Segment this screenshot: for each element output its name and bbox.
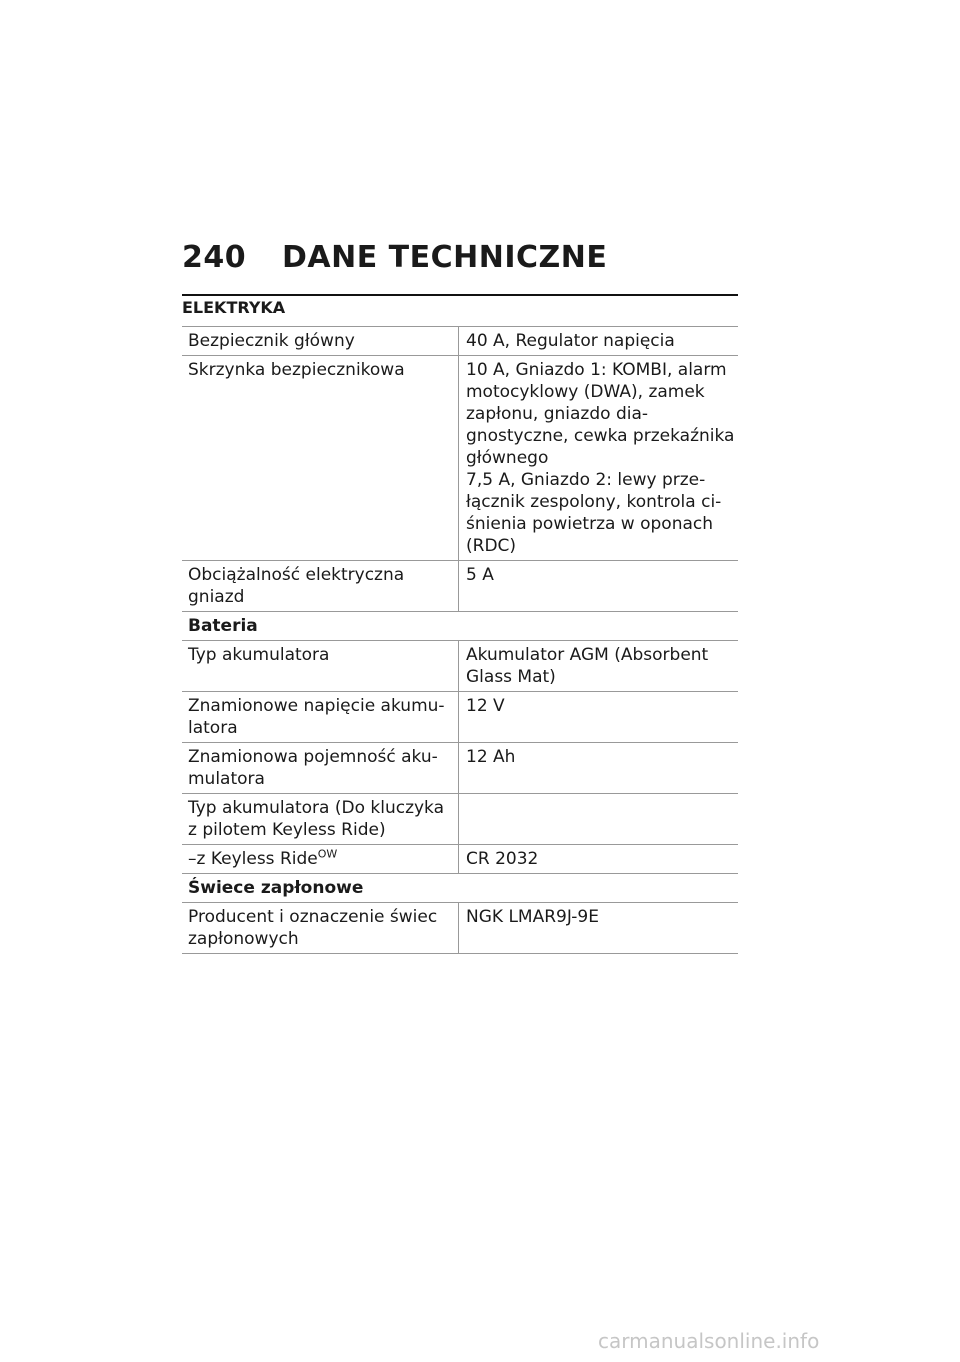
watermark: carmanualsonline.info [598,1329,820,1353]
row-value-line: 40 A, Regulator napięcia [466,331,675,351]
table-row [182,845,738,874]
row-label: Znamionowe napięcie akumu-latora [182,692,459,742]
table-row [182,561,738,612]
keyless-label: –z Keyless Ride [188,849,318,869]
row-value: CR 2032 [466,849,539,869]
table-row [182,641,738,692]
row-value: 12 V [466,696,505,716]
row-value-line: 5 A [466,565,494,585]
battery-subhead: Bateria [182,612,738,641]
row-label: Skrzynka bezpiecznikowa [182,356,459,560]
spec-table [182,326,738,954]
row-value [459,561,738,611]
row-label: Typ akumulatora (Do kluczyka z pilotem Keyless Ride) [182,794,459,844]
row-label [182,845,459,873]
header-rule [182,294,738,296]
row-value-line: 7,5 A, Gniazdo 2: lewy prze-łącznik zespolony, kontrola ci-śnienia powietrza w oponach (RDC) [466,470,722,556]
table-row [182,692,738,743]
table-row [182,903,738,954]
row-value: Akumulator AGM (Absorbent Glass Mat) [466,645,709,687]
row-value: NGK LMAR9J-9E [466,907,599,927]
chapter-title: DANE TECHNICZNE [282,240,608,275]
page-header [182,240,738,275]
row-label: Znamionowa pojemność aku-mulatora [182,743,459,793]
row-value: 12 Ah [466,747,516,767]
row-label: Obciążalność elektryczna gniazd [182,561,459,611]
table-row [182,794,738,845]
row-value-line: 10 A, Gniazdo 1: KOMBI, alarm motocyklowy (DWA), zamek zapłonu, gniazdo dia-gnostyczne, cewka przekaźnika głównego [466,360,735,468]
table-row [182,327,738,356]
page-number: 240 [182,240,247,275]
keyless-superscript: OW [317,847,338,861]
row-value [459,327,738,355]
table-row [182,743,738,794]
section-title: ELEKTRYKA [182,298,286,317]
row-label: Typ akumulatora [182,641,459,691]
row-value [459,794,738,844]
row-value [459,356,738,560]
row-label: Bezpiecznik główny [182,327,459,355]
table-row [182,356,738,561]
spark-subhead: Świece zapłonowe [182,874,738,903]
row-label: Producent i oznaczenie świec zapłonowych [182,903,459,953]
